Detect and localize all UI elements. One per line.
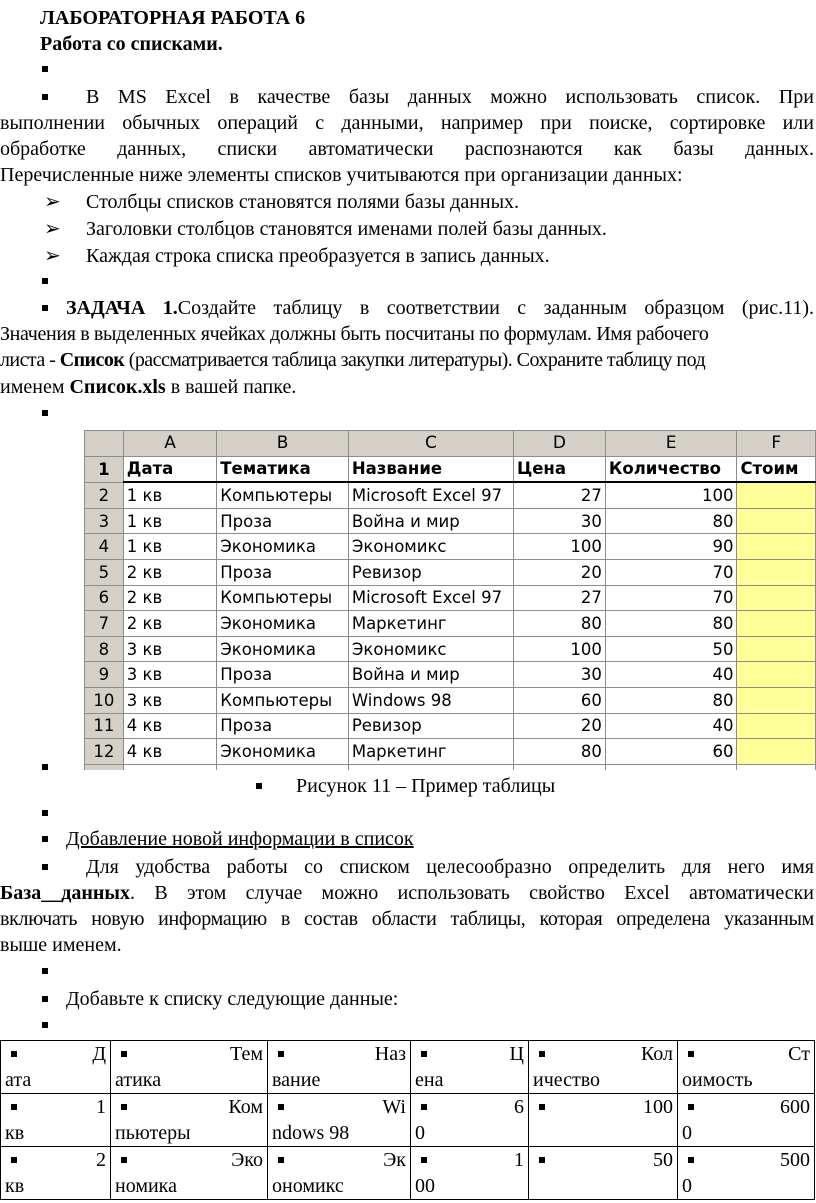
row-number: 2: [85, 482, 124, 508]
excel-table-image: [84, 430, 816, 770]
table-cell: 1 кв: [123, 508, 216, 534]
bullet-marker: [42, 66, 48, 72]
table-cell: Windows 98: [348, 687, 513, 713]
table-row: [1, 1147, 815, 1200]
bullet-marker: [688, 1157, 694, 1163]
table-row: [85, 764, 816, 770]
row-number: 6: [85, 585, 124, 611]
column-letter: A: [123, 431, 216, 457]
highlighted-formula-cell: [737, 662, 816, 688]
row-number: 1: [85, 456, 124, 482]
row-number: 12: [85, 739, 124, 765]
table-header-row: [85, 456, 816, 482]
bullet-marker: [121, 1051, 127, 1057]
highlighted-formula-cell: [737, 739, 816, 765]
task-line-1: [66, 295, 814, 322]
table-cell: 4 кв: [123, 739, 216, 765]
bullet-marker: [42, 278, 48, 284]
table-cell: Проза: [217, 713, 349, 739]
table-cell: 600 0: [678, 1094, 815, 1147]
row-number: 8: [85, 636, 124, 662]
para2-line-2: База__данных. В этом случае можно использовать свойство Excel автоматически: [0, 882, 814, 904]
table-row: [85, 739, 816, 765]
bullet-marker: [121, 1157, 127, 1163]
table-cell: 4 кв: [123, 713, 216, 739]
intro-line-3: обработке данных, списки автоматически распознаются как базы данных.: [0, 138, 814, 160]
highlighted-formula-cell: [737, 687, 816, 713]
highlighted-formula-cell: [737, 636, 816, 662]
page-title: ЛАБОРАТОРНАЯ РАБОТА 6: [40, 7, 306, 29]
table-cell: 27: [513, 585, 605, 611]
table-cell: 100: [513, 534, 605, 560]
table-cell: Wi ndows 98: [268, 1094, 411, 1147]
intro-line-2: выполнении обычных операций с данными, например при поиске, сортировке или: [0, 112, 814, 134]
table-cell: Экономикс: [348, 534, 513, 560]
bullet-marker: [42, 810, 48, 816]
list-item: Заголовки столбцов становятся именами полей базы данных.: [86, 218, 607, 240]
arrow-bullet-icon: ➢: [44, 245, 61, 267]
list-item: Столбцы списков становятся полями базы данных.: [86, 191, 520, 213]
add-data-instruction: Добавьте к списку следующие данные:: [66, 988, 399, 1010]
table-cell: 80: [605, 611, 737, 637]
table-cell: Кол ичество: [529, 1041, 678, 1094]
intro-line-1: В MS Excel в качестве базы данных можно использовать список. При: [86, 86, 814, 108]
row-number: 10: [85, 687, 124, 713]
table-cell: Наз вание: [268, 1041, 411, 1094]
highlighted-formula-cell: [737, 534, 816, 560]
table-cell: Эк ономикс: [268, 1147, 411, 1200]
bullet-marker: [278, 1051, 284, 1057]
row-number: 11: [85, 713, 124, 739]
bullet-marker: [539, 1051, 545, 1057]
table-cell: 27: [513, 482, 605, 508]
column-letter: F: [737, 431, 816, 457]
task-line-4: именем Список.xls в вашей папке.: [0, 376, 297, 398]
bullet-marker: [278, 1157, 284, 1163]
bullet-marker: [42, 996, 48, 1002]
task-label: ЗАДАЧА 1.: [66, 297, 178, 319]
highlighted-formula-cell: [737, 508, 816, 534]
table-cell: 90: [605, 534, 737, 560]
bullet-marker: [42, 1022, 48, 1028]
table-cell: Microsoft Excel 97: [348, 585, 513, 611]
table-cell: Экономика: [217, 611, 349, 637]
table-cell: Проза: [217, 662, 349, 688]
field-header: Тематика: [217, 456, 349, 482]
highlighted-formula-cell: [737, 611, 816, 637]
table-cell: 1 кв: [123, 534, 216, 560]
table-cell: Экономика: [217, 534, 349, 560]
table-row: [85, 534, 816, 560]
row-number: 4: [85, 534, 124, 560]
table-cell: Война и мир: [348, 508, 513, 534]
table-cell: 100: [513, 636, 605, 662]
table-cell: Компьютеры: [217, 687, 349, 713]
table-cell: Ревизор: [348, 713, 513, 739]
table-cell: 80: [513, 739, 605, 765]
figure-caption: Рисунок 11 – Пример таблицы: [296, 775, 556, 797]
table-cell: Компьютеры: [217, 482, 349, 508]
bullet-marker: [42, 764, 48, 770]
arrow-bullet-icon: ➢: [44, 218, 61, 240]
task-line-2: Значения в выделенных ячейках должны быть посчитаны по формулам. Имя рабочего: [0, 323, 709, 345]
table-row: [85, 585, 816, 611]
table-row: [1, 1041, 815, 1094]
table-cell: 2 кв: [1, 1147, 111, 1200]
table-cell: Компьютеры: [217, 585, 349, 611]
table-cell: 3 кв: [123, 662, 216, 688]
bullet-marker: [256, 783, 262, 789]
table-cell: Тем атика: [111, 1041, 268, 1094]
field-header: Название: [348, 456, 513, 482]
bullet-marker: [539, 1157, 545, 1163]
table-cell: 100: [605, 482, 737, 508]
file-name: Список.xls: [69, 376, 166, 398]
table-cell: Ц ена: [411, 1041, 529, 1094]
table-row: [85, 508, 816, 534]
table-row: [85, 662, 816, 688]
field-header: Дата: [123, 456, 216, 482]
row-number: 7: [85, 611, 124, 637]
table-cell: 70: [605, 585, 737, 611]
bullet-marker: [421, 1051, 427, 1057]
bullet-marker: [11, 1104, 17, 1110]
table-cell: 2 кв: [123, 611, 216, 637]
column-letter: E: [605, 431, 737, 457]
table-cell: 2 кв: [123, 585, 216, 611]
table-cell: Маркетинг: [348, 611, 513, 637]
column-letter: B: [217, 431, 349, 457]
table-cell: Ст оимость: [678, 1041, 815, 1094]
para2-line-3: включать новую информацию в состав области таблицы, которая определена указанным: [0, 908, 814, 930]
corner-cell: [85, 431, 124, 457]
row-number: 3: [85, 508, 124, 534]
column-header-row: [85, 431, 816, 457]
table-cell: Microsoft Excel 97: [348, 482, 513, 508]
table-cell: 70: [605, 559, 737, 585]
bullet-marker: [42, 305, 48, 311]
table-row: [85, 713, 816, 739]
bullet-marker: [688, 1051, 694, 1057]
table-cell: 80: [513, 611, 605, 637]
table-cell: 80: [605, 508, 737, 534]
bullet-marker: [421, 1104, 427, 1110]
highlighted-formula-cell: [737, 482, 816, 508]
bullet-marker: [278, 1104, 284, 1110]
sheet-name: Список: [59, 349, 125, 371]
table-cell: 20: [513, 713, 605, 739]
page-subtitle: Работа со списками.: [40, 33, 223, 55]
table-cell: 50: [529, 1147, 678, 1200]
bullet-marker: [688, 1104, 694, 1110]
table-cell: 50: [605, 636, 737, 662]
field-header: Цена: [513, 456, 605, 482]
table-row: [1, 1094, 815, 1147]
row-number: 9: [85, 662, 124, 688]
para2-line-4: выше именем.: [0, 934, 122, 956]
row-number: 5: [85, 559, 124, 585]
table-cell: Д ата: [1, 1041, 111, 1094]
table-cell: 60: [605, 739, 737, 765]
bullet-marker: [421, 1157, 427, 1163]
table-row: [85, 687, 816, 713]
bullet-marker: [42, 968, 48, 974]
table-cell: Проза: [217, 508, 349, 534]
table-cell: 40: [605, 662, 737, 688]
task-text: Создайте таблицу в соответствии с заданным образцом (рис.11).: [177, 297, 814, 319]
table-cell: 60: [513, 687, 605, 713]
table-cell: 80: [605, 687, 737, 713]
table-cell: Маркетинг: [348, 739, 513, 765]
bullet-marker: [42, 94, 48, 100]
list-item: Каждая строка списка преобразуется в запись данных.: [86, 245, 550, 267]
table-cell: 6 0: [411, 1094, 529, 1147]
field-header: Количество: [605, 456, 737, 482]
bullet-marker: [11, 1051, 17, 1057]
intro-line-4: Перечисленные ниже элементы списков учитываются при организации данных:: [0, 164, 683, 186]
table-cell: Война и мир: [348, 662, 513, 688]
table-cell: Эко номика: [111, 1147, 268, 1200]
table-cell: Экономика: [217, 636, 349, 662]
bullet-marker: [539, 1104, 545, 1110]
table-cell: 100: [529, 1094, 678, 1147]
table-cell: Ревизор: [348, 559, 513, 585]
table-cell: 3 кв: [123, 636, 216, 662]
task-line-3: листа - Список (рассматривается таблица закупки литературы). Сохраните таблицу под: [0, 349, 706, 371]
table-cell: 3 кв: [123, 687, 216, 713]
bullet-marker: [121, 1104, 127, 1110]
highlighted-formula-cell: [737, 559, 816, 585]
table-cell: 500 0: [678, 1147, 815, 1200]
table-row: [85, 611, 816, 637]
table-cell: 40: [605, 713, 737, 739]
excel-grid: [84, 430, 816, 770]
table-cell: 1 кв: [1, 1094, 111, 1147]
table-cell: 1 00: [411, 1147, 529, 1200]
table-row: [85, 482, 816, 508]
table-cell: Ком пьютеры: [111, 1094, 268, 1147]
table-cell: Экономика: [217, 739, 349, 765]
range-name: База__данных: [0, 882, 131, 904]
field-header: Стоим: [737, 456, 816, 482]
highlighted-formula-cell: [737, 713, 816, 739]
table-row: [85, 636, 816, 662]
para2-line-1: Для удобства работы со списком целесообразно определить для него имя: [86, 856, 814, 878]
add-data-table: [0, 1040, 815, 1200]
table-cell: 20: [513, 559, 605, 585]
table-cell: 30: [513, 662, 605, 688]
table-cell: Проза: [217, 559, 349, 585]
table-row: [85, 559, 816, 585]
arrow-bullet-icon: ➢: [44, 191, 61, 213]
column-letter: C: [348, 431, 513, 457]
highlighted-formula-cell: [737, 585, 816, 611]
table-cell: 30: [513, 508, 605, 534]
table-cell: 1 кв: [123, 482, 216, 508]
bullet-marker: [42, 864, 48, 870]
table-cell: 2 кв: [123, 559, 216, 585]
bullet-marker: [42, 836, 48, 842]
bullet-marker: [42, 410, 48, 416]
column-letter: D: [513, 431, 605, 457]
bullet-marker: [11, 1157, 17, 1163]
table-cell: Экономикс: [348, 636, 513, 662]
section-heading: Добавление новой информации в список: [66, 828, 414, 850]
